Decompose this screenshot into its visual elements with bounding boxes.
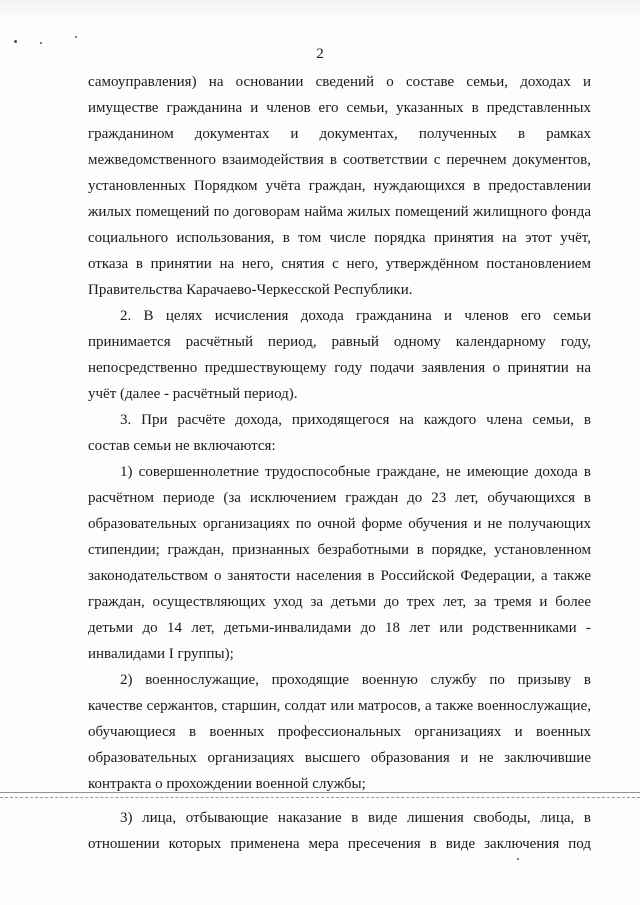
text-line: учёт (далее - расчётный период). [88, 386, 298, 402]
text-line: обучающиеся в военных профессиональных организациях и военных [88, 724, 591, 740]
text-line: 2. В целях исчисления дохода гражданина и членов его семьи [120, 308, 591, 324]
text-line: контракта о прохождении военной службы; [88, 776, 366, 792]
text-line: жилых помещений по договорам найма жилых помещений жилищного фонда [88, 204, 591, 220]
text-line: социального использования, в том числе порядка принятия на этот учёт, [88, 230, 591, 246]
text-line: образовательных организациях по очной форме обучения и не получающих [88, 516, 591, 532]
text-line: имуществе гражданина и членов его семьи, указанных в представленных [88, 100, 591, 116]
text-line: отказа в принятии на него, снятия с него, утверждённом постановлением [88, 256, 591, 272]
scan-artifact [0, 0, 640, 22]
text-line: Правительства Карачаево-Черкесской Республики. [88, 282, 413, 298]
text-line: стипендии; граждан, признанных безработными в порядке, установленном [88, 542, 591, 558]
page-number: 2 [316, 46, 324, 62]
text-line: 3. При расчёте дохода, приходящегося на каждого члена семьи, в [120, 412, 591, 428]
text-line: самоуправления) на основании сведений о составе семьи, доходах и [88, 74, 591, 90]
text-line: законодательством о занятости населения в Российской Федерации, а также [88, 568, 591, 584]
text-line: межведомственного взаимодействия в соответствии с перечнем документов, [88, 152, 591, 168]
scan-fold-line [0, 797, 640, 798]
text-line: непосредственно предшествующему году подачи заявления о принятии на [88, 360, 591, 376]
scan-speck [14, 40, 17, 43]
text-line: 3) лица, отбывающие наказание в виде лишения свободы, лица, в [120, 810, 591, 826]
text-line: гражданином документах и документах, полученных в рамках [88, 126, 591, 142]
text-line: установленных Порядком учёта граждан, нуждающихся в предоставлении [88, 178, 591, 194]
text-line: образовательных организациях высшего образования и не заключившие [88, 750, 591, 766]
text-line: 2) военнослужащие, проходящие военную службу по призыву в [120, 672, 591, 688]
scan-fold-line [0, 792, 640, 793]
text-line: качестве сержантов, старшин, солдат или матросов, а также военнослужащие, [88, 698, 591, 714]
scan-speck [517, 858, 519, 860]
text-line: состав семьи не включаются: [88, 438, 276, 454]
scan-speck [40, 42, 42, 44]
text-line: детьми до 14 лет, детьми-инвалидами до 18 лет или родственниками - [88, 620, 591, 636]
text-line: 1) совершеннолетние трудоспособные граждане, не имеющие дохода в [120, 464, 591, 480]
text-line: расчётном периоде (за исключением граждан до 23 лет, обучающихся в [88, 490, 591, 506]
text-line: граждан, осуществляющих уход за детьми до трех лет, за тремя и более [88, 594, 591, 610]
text-line: принимается расчётный период, равный одному календарному году, [88, 334, 591, 350]
text-line: инвалидами I группы); [88, 646, 234, 662]
text-line: отношении которых применена мера пресечения в виде заключения под [88, 836, 591, 852]
scan-speck [75, 36, 77, 38]
